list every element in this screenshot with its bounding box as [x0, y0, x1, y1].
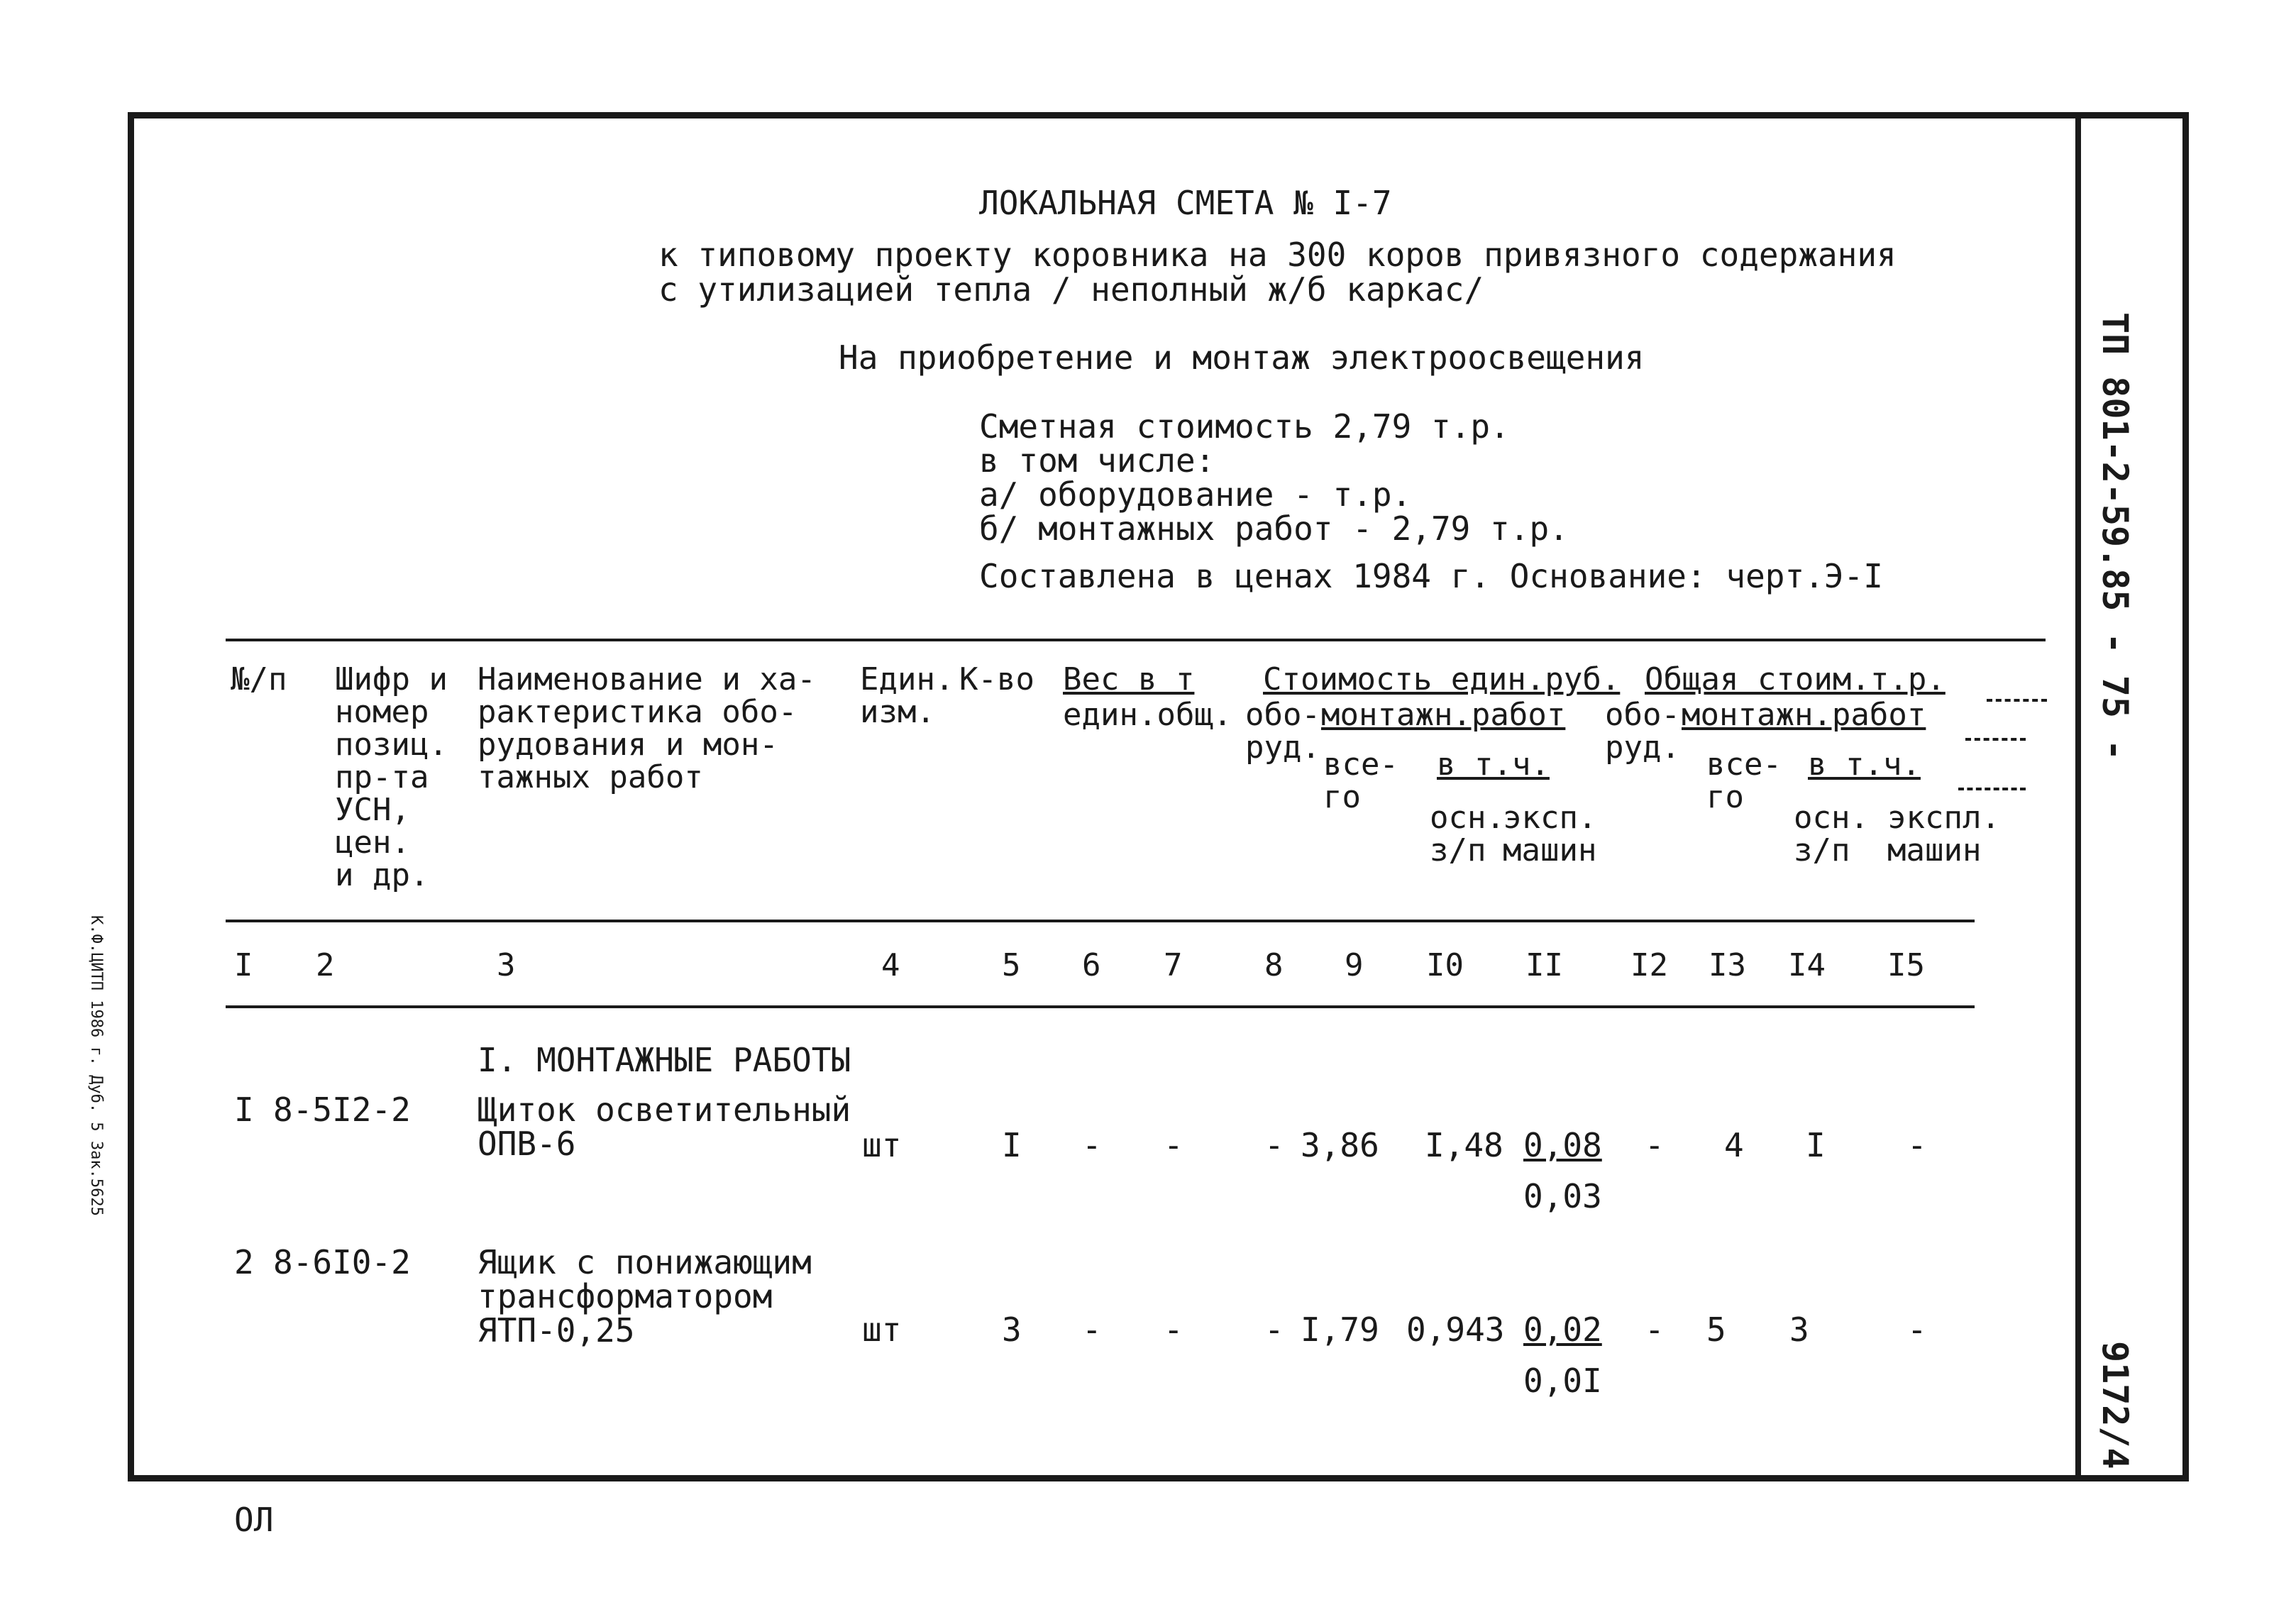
header-unit-total: все- го	[1323, 746, 1398, 815]
row-unit: шт	[862, 1126, 902, 1164]
column-number: 3	[497, 947, 516, 983]
estimate-basis: Составлена в ценах 1984 г. Основание: черт.Э-I	[979, 557, 1883, 595]
column-numbers-top-rule	[226, 920, 1975, 922]
header-weight-sub: един.общ.	[1063, 697, 1232, 733]
row-code: 8-5I2-2	[273, 1091, 411, 1129]
left-margin-text: К.Ф.ЦИТП 1986 г. Дуб. 5 Зак.5625	[87, 915, 105, 1216]
row-total-eq: -	[1645, 1310, 1665, 1349]
header-num: №/п	[231, 661, 287, 697]
row-exp-sub: 0,03	[1523, 1177, 1602, 1215]
row-weight-unit: -	[1082, 1126, 1102, 1164]
header-dash-2	[1965, 738, 2026, 741]
row-osn: 0,943	[1406, 1310, 1505, 1349]
row-total-eq: -	[1645, 1126, 1665, 1164]
section-title: I. МОНТАЖНЫЕ РАБОТЫ	[478, 1041, 851, 1079]
column-number: I2	[1630, 947, 1668, 983]
row-osn: I,48	[1425, 1126, 1503, 1164]
document-purpose: На приобретение и монтаж электроосвещения	[839, 338, 1645, 377]
row-name: Щиток осветительный ОПВ-6	[478, 1091, 851, 1163]
row-exp: 0,02	[1523, 1310, 1602, 1349]
header-qty: К-во	[959, 661, 1034, 697]
header-weight: Вес в т	[1063, 661, 1195, 697]
row-total-total: 4	[1724, 1126, 1744, 1164]
row-total-osn: 3	[1789, 1310, 1809, 1349]
header-unit-osn: осн. з/п	[1430, 800, 1505, 868]
row-total-exp: -	[1907, 1310, 1927, 1349]
side-stamp-sheet: 9172/4	[2094, 1341, 2136, 1469]
row-num: I	[234, 1091, 254, 1129]
header-total-total: все- го	[1706, 746, 1782, 815]
header-code: Шифр и номер позиц. пр-та УСН, цен. и др.	[335, 661, 448, 893]
column-number: 7	[1164, 947, 1183, 983]
table-top-rule	[226, 639, 2046, 641]
header-total-eq: обо- руд.	[1605, 697, 1680, 766]
column-number: I5	[1887, 947, 1925, 983]
header-dash-1	[1987, 699, 2047, 702]
row-total-exp: -	[1907, 1126, 1927, 1164]
header-total-osn: осн. з/п	[1794, 800, 1869, 868]
row-weight-unit: -	[1082, 1310, 1102, 1349]
header-name: Наименование и ха- рактеристика обо- рудования и мон- тажных работ	[478, 661, 816, 795]
row-total: 3,86	[1301, 1126, 1379, 1164]
header-unit-cost: Стоимость един.руб.	[1263, 661, 1621, 697]
document-subtitle-line1: к типовому проекту коровника на 300 коров привязного содержания	[658, 236, 1897, 274]
header-dash-3	[1958, 788, 2026, 790]
row-weight-total: -	[1164, 1310, 1183, 1349]
row-qty: I	[1002, 1126, 1022, 1164]
column-number: 4	[881, 947, 900, 983]
row-code: 8-6I0-2	[273, 1243, 411, 1281]
column-number: 2	[316, 947, 335, 983]
row-total-osn: I	[1806, 1126, 1826, 1164]
header-unit-exp: эксп. машин	[1503, 800, 1597, 868]
row-total: I,79	[1301, 1310, 1379, 1349]
column-number: 5	[1002, 947, 1021, 983]
column-number: 9	[1345, 947, 1364, 983]
header-total-cost: Общая стоим.т.р.	[1645, 661, 1945, 697]
column-number: 8	[1264, 947, 1284, 983]
estimate-including: в том числе:	[979, 441, 1215, 480]
header-unit: Един. изм.	[860, 661, 954, 730]
row-equipment: -	[1264, 1310, 1284, 1349]
row-exp: 0,08	[1523, 1126, 1602, 1164]
row-name: Ящик с понижающим трансформатором ЯТП-0,25	[478, 1243, 812, 1350]
column-number: II	[1525, 947, 1563, 983]
header-total-incl: в т.ч.	[1808, 746, 1921, 783]
column-numbers-bottom-rule	[226, 1005, 1975, 1008]
side-stamp-code: ТП 801-2-59.85 - 75 -	[2094, 312, 2136, 761]
document-subtitle-line2: с утилизацией тепла / неполный ж/б каркас/	[658, 270, 1484, 309]
document-title: ЛОКАЛЬНАЯ СМЕТА № I-7	[979, 184, 1392, 222]
estimate-cost: Сметная стоимость 2,79 т.р.	[979, 407, 1510, 446]
column-number: I4	[1788, 947, 1826, 983]
row-exp-sub: 0,0I	[1523, 1362, 1602, 1400]
column-number: 6	[1082, 947, 1101, 983]
side-stamp-divider	[2075, 112, 2081, 1481]
column-number: I	[234, 947, 253, 983]
header-total-mont: монтажн.работ	[1682, 697, 1926, 733]
header-total-exp: экспл. машин	[1887, 800, 2000, 868]
header-unit-incl: в т.ч.	[1437, 746, 1550, 783]
row-unit: шт	[862, 1310, 902, 1349]
footer-mark: ОЛ	[234, 1501, 274, 1539]
row-equipment: -	[1264, 1126, 1284, 1164]
estimate-montage: б/ монтажных работ - 2,79 т.р.	[979, 509, 1569, 548]
row-num: 2	[234, 1243, 254, 1281]
row-qty: 3	[1002, 1310, 1022, 1349]
row-total-total: 5	[1706, 1310, 1726, 1349]
header-unit-eq: обо- руд.	[1245, 697, 1320, 766]
column-number: I3	[1709, 947, 1746, 983]
estimate-equipment: а/ оборудование - т.р.	[979, 475, 1412, 514]
column-number: I0	[1426, 947, 1464, 983]
header-unit-mont: монтажн.работ	[1321, 697, 1566, 733]
row-weight-total: -	[1164, 1126, 1183, 1164]
